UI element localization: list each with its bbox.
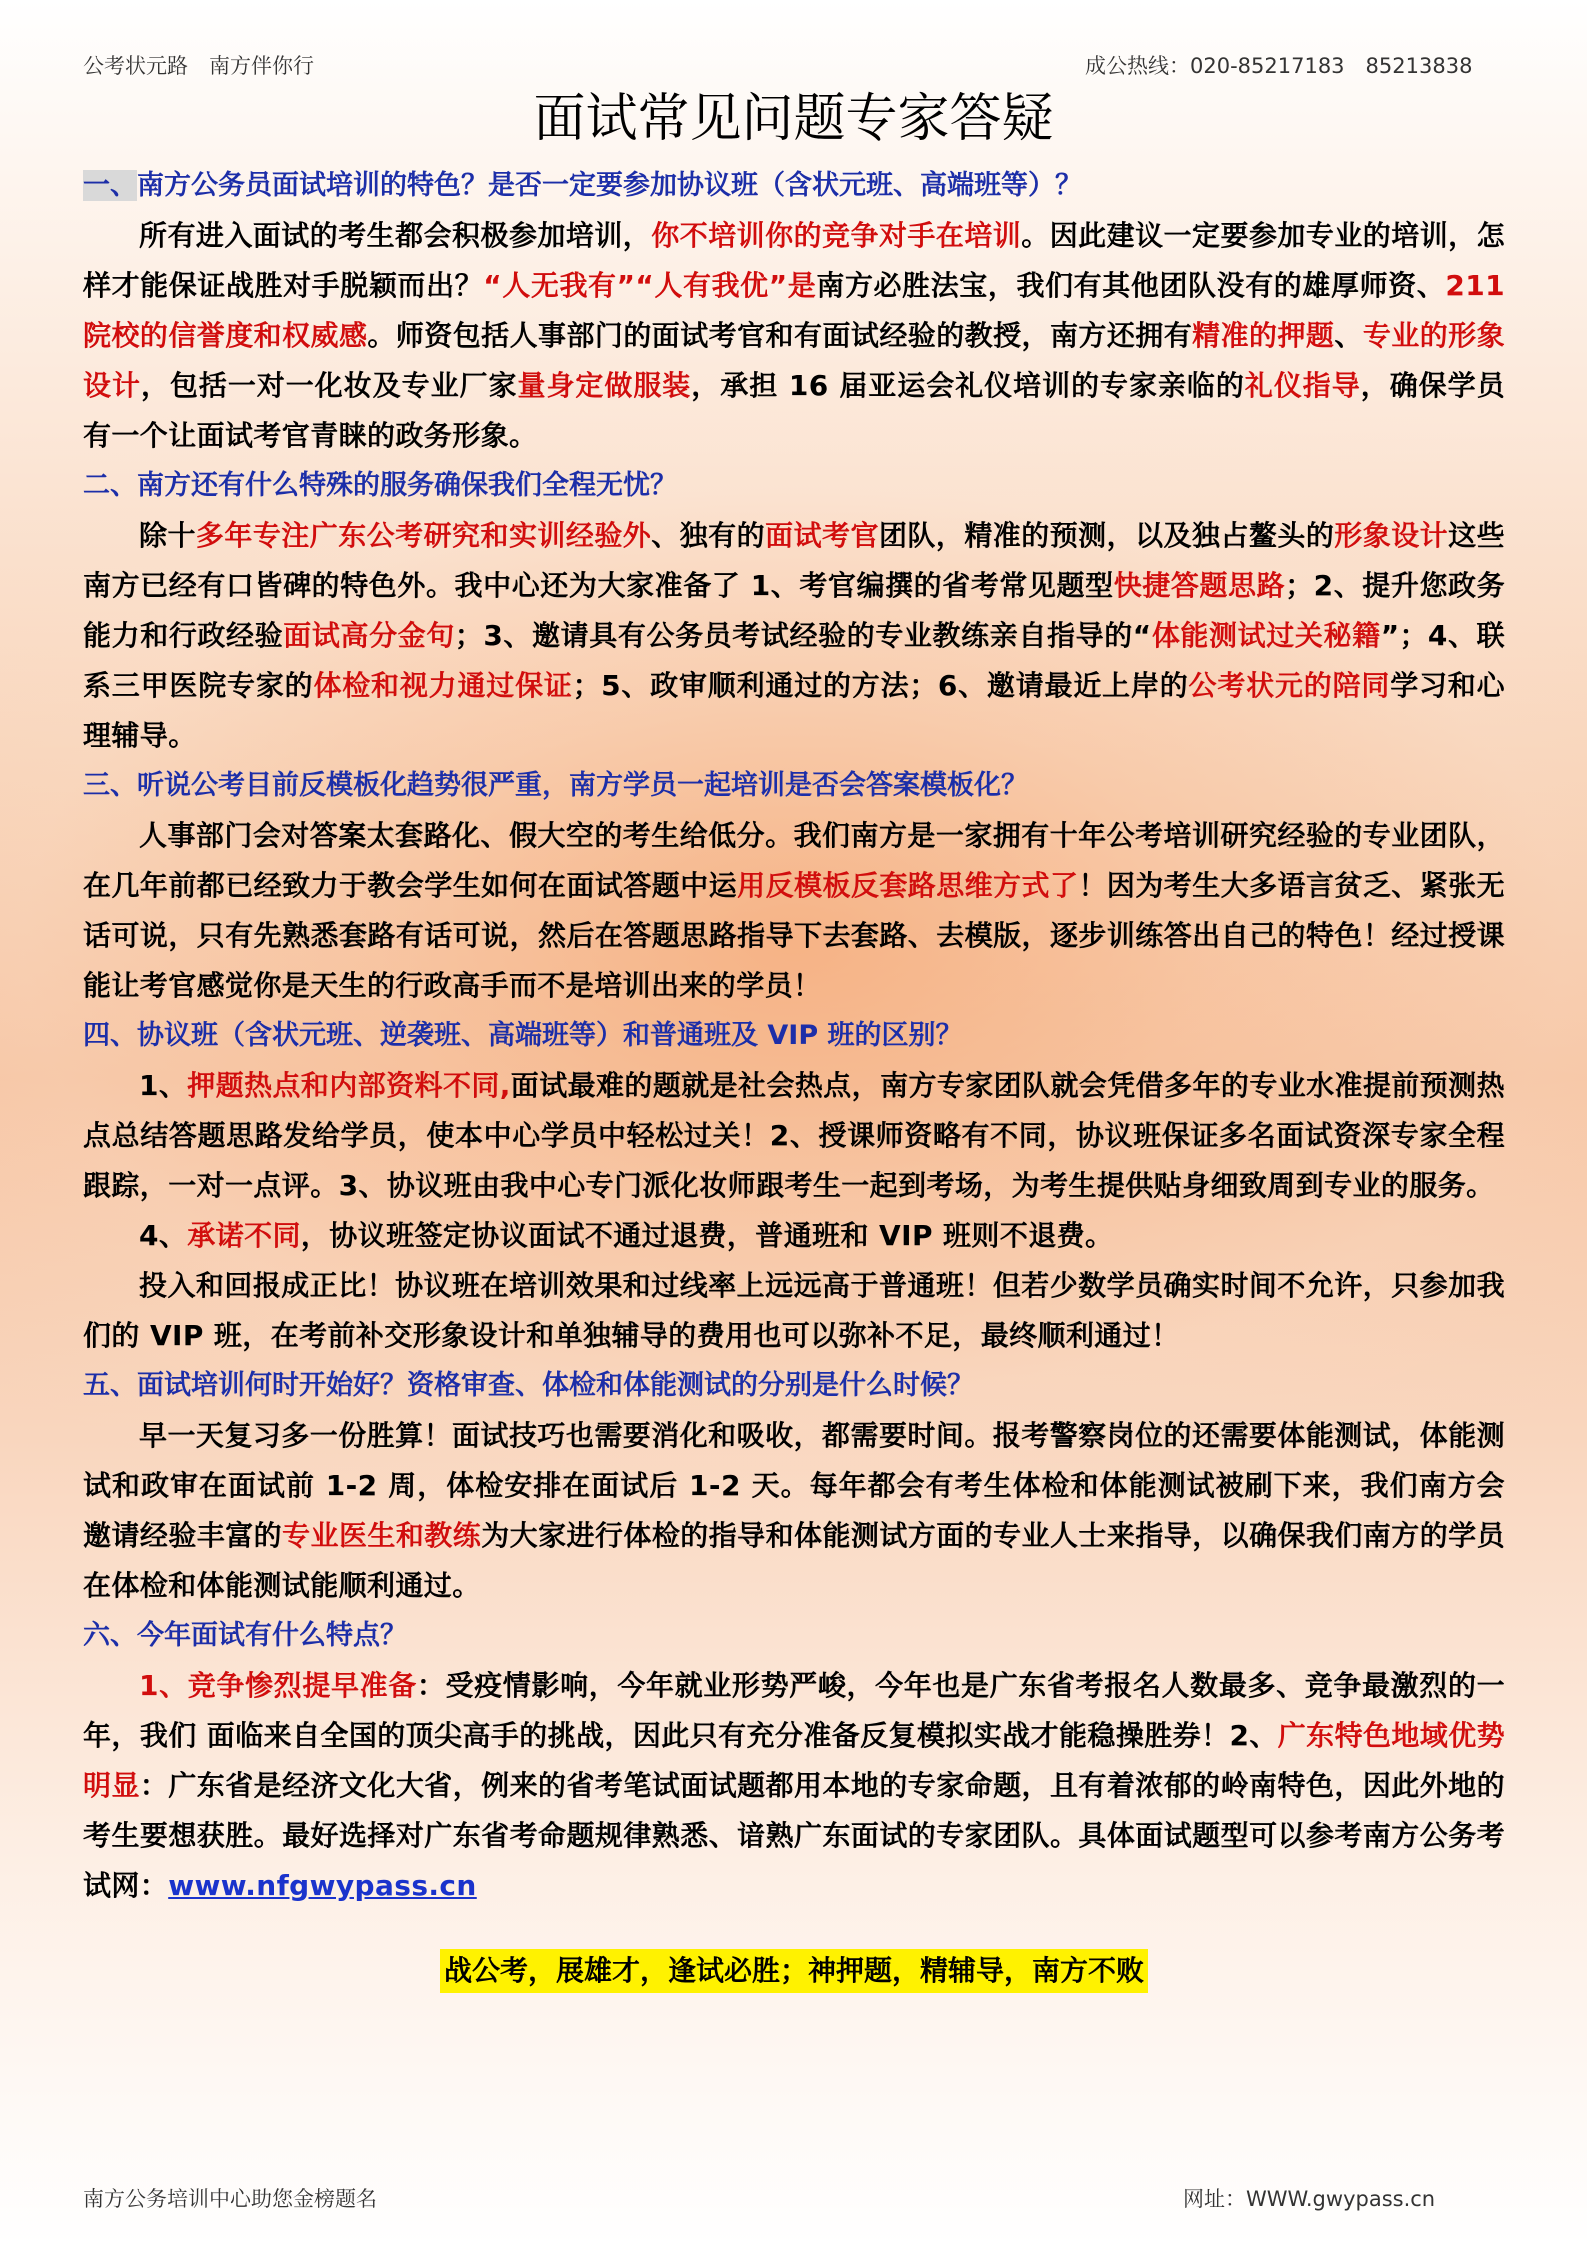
slogan-container [83,1949,1505,1999]
answer-text: 这些南方已经有口皆碑的特色外。我中心还为大家准备了 1、考官编撰的省考常见题型 [83,519,1505,602]
answer-text: ！因为考生大多语言贫乏、紧张无话可说，只有先熟悉套路有话可说，然后在答题思路指导下去套路、去模版，逐步训练答出自己的特色！经过授课能让考官感觉你是天生的行政高手而不是培训出来的学员！ [83,869,1506,1002]
highlight-text: 1、竞争惨烈提早准备 [139,1669,417,1702]
answer-text: 团队，精准的预测，以及独占鳌头的 [878,519,1335,552]
answer-text: 为大家进行体检的指导和体能测试方面的专业人士来指导，以确保我们南方的学员在体检和体能测试能顺利通过。 [83,1519,1505,1602]
answer-text: 学习和心理辅导。 [83,669,1506,752]
answer-paragraph [83,1061,1505,1211]
question-text: 今年面试有什么特点？ [137,1620,407,1651]
question-3 [83,761,1505,811]
highlight-text: 体能测试过关秘籍 [1151,619,1381,652]
answer-text: ；2、提升您政务能力和行政经验 [83,569,1506,652]
faq-section-6 [83,1611,1505,1911]
footer-tagline: 南方公务培训中心助您金榜题名 [83,2187,377,2211]
highlight-text: 承诺不同 [187,1219,301,1252]
answer-text: 除十 [139,519,196,552]
question-5 [83,1361,1505,1411]
answer-text: 。师资包括人事部门的面试考官和有面试经验的教授，南方还拥有 [367,319,1193,352]
answer-text: 早一天复习多一份胜算！面试技巧也需要消化和吸收，都需要时间。报考警察岗位的还需要体能测试，体能测试和政审在面试前 1-2 周，体检安排在面试后 1-2 天。每年都会有考生体检和体能测试被刷下来，我们南方会邀请经验丰富的 [83,1419,1505,1552]
answer-paragraph [83,511,1505,761]
highlight-text: 面试考官 [765,519,879,552]
highlight-text: 公考状元的陪同 [1188,669,1391,702]
answer-paragraph [83,1211,1505,1261]
highlight-text: 211 院校的信誉度和权威感 [83,269,1505,352]
answer-text: 、 [1334,319,1363,352]
answer-paragraph [83,1411,1505,1611]
answer-text: 人事部门会对答案太套路化、假大空的考生给低分。我们南方是一家拥有十年公考培训研究经验的专业团队，在几年前都已经致力于教会学生如何在面试答题中运 [83,819,1505,902]
highlight-text: 专业医生和教练 [282,1519,482,1552]
question-number: 三、 [83,770,137,801]
question-4 [83,1011,1505,1061]
answer-text: ，协议班签定协议面试不通过退费，普通班和 VIP 班则不退费。 [300,1219,1114,1252]
page-title: 面试常见问题专家答疑 [533,89,1054,149]
answer-text: 1、 [139,1069,188,1102]
highlight-text: 押题热点和内部资料不同, [187,1069,511,1102]
answer-text: ：受疫情影响，今年就业形势严峻，今年也是广东省考报名人数最多、竞争最激烈的一年，我们 面临来自全国的顶尖高手的挑战，因此只有充分准备反复模拟实战才能稳操胜券！2、 [83,1669,1505,1752]
highlight-text: 礼仪指导 [1244,369,1361,402]
highlight-text: 专业的形象设计 [83,319,1505,402]
answer-text: ，包括一对一化妆及专业厂家 [140,369,518,402]
question-text: 南方还有什么特殊的服务确保我们全程无忧？ [137,470,677,501]
highlight-text: 面试高分金句 [283,619,455,652]
answer-text: 南方必胜法宝，我们有其他团队没有的雄厚师资、 [816,269,1446,302]
website-link[interactable]: www.nfgwypass.cn [168,1869,477,1902]
answer-text: ；3、邀请具有公务员考试经验的专业教练亲自指导的“ [454,619,1152,652]
faq-section-3 [83,761,1505,1011]
faq-section-5 [83,1361,1505,1611]
answer-text: ，承担 16 届亚运会礼仪培训的专家亲临的 [691,369,1245,402]
highlight-text: 体检和视力通过保证 [313,669,573,702]
question-1 [83,161,1505,211]
answer-paragraph [83,211,1505,461]
question-number: 四、 [83,1020,137,1051]
header-tagline: 公考状元路 南方伴你行 [83,54,314,78]
answer-text: ，确保学员有一个让面试考官青睐的政务形象。 [83,369,1505,452]
answer-text: ；5、政审顺利通过的方法；6、邀请最近上岸的 [572,669,1189,702]
question-text: 南方公务员面试培训的特色？是否一定要参加协议班（含状元班、高端班等）？ [137,170,1082,201]
question-6 [83,1611,1505,1661]
highlight-text: 广东特色地域优势明显 [83,1719,1506,1802]
question-2 [83,461,1505,511]
highlight-text: “人无我有”“人有我优”是 [483,269,817,302]
footer-website: 网址：WWW.gwypass.cn [1183,2187,1436,2211]
faq-section-1 [83,161,1505,461]
question-text: 听说公考目前反模板化趋势很严重，南方学员一起培训是否会答案模板化？ [137,770,1028,801]
answer-paragraph [83,1261,1505,1361]
highlight-text: 你不培训你的竞争对手在培训 [651,219,1022,252]
highlight-text: 多年专注广东公考研究和实训经验外 [195,519,652,552]
highlight-text: 量身定做服装 [517,369,692,402]
answer-paragraph [83,1661,1505,1911]
highlight-text: 快捷答题思路 [1113,569,1286,602]
answer-text: ”；4、联系三甲医院专家的 [83,619,1505,702]
faq-section-4 [83,1011,1505,1361]
faq-section-2 [83,461,1505,761]
answer-text: 投入和回报成正比！协议班在培训效果和过线率上远远高于普通班！但若少数学员确实时间不允许，只参加我们的 VIP 班，在考前补交形象设计和单独辅导的费用也可以弥补不足，最终顺利通过！ [83,1269,1505,1352]
highlight-text: 精准的押题 [1192,319,1335,352]
answer-paragraph [83,811,1505,1011]
highlight-text: 形象设计 [1334,519,1449,552]
answer-text: 面试最难的题就是社会热点，南方专家团队就会凭借多年的专业水准提前预测热点总结答题思路发给学员，使本中心学员中轻松过关！2、授课师资略有不同，协议班保证多名面试资深专家全程跟踪，一对一点评。3、协议班由我中心专门派化妆师跟考生一起到考场，为考生提供贴身细致周到专业的服务。 [83,1069,1505,1202]
question-number: 五、 [83,1370,137,1401]
question-number: 六、 [83,1620,137,1651]
question-text: 面试培训何时开始好？资格审查、体检和体能测试的分别是什么时候？ [137,1370,974,1401]
answer-text: 、独有的 [651,519,766,552]
faq-content [83,161,1505,1999]
slogan-banner: 战公考，展雄才，逢试必胜；神押题，精辅导，南方不败 [440,1949,1148,1993]
answer-text: 。因此建议一定要参加专业的培训，怎样才能保证战胜对手脱颖而出？ [83,219,1506,302]
highlight-text: 用反模板反套路思维方式了 [737,869,1079,902]
answer-text: 所有进入面试的考生都会积极参加培训， [139,219,652,252]
question-number: 二、 [83,470,137,501]
answer-text: 4、 [139,1219,188,1252]
answer-text: ：广东省是经济文化大省，例来的省考笔试面试题都用本地的专家命题，且有着浓郁的岭南特色，因此外地的考生要想获胜。最好选择对广东省考命题规律熟悉、谙熟广东面试的专家团队。具体面试题型可以参考南方公务考试网： [83,1769,1505,1902]
question-number: 一、 [83,170,137,201]
header-hotline: 成公热线：020-85217183 85213838 [1085,54,1473,78]
question-text: 协议班（含状元班、逆袭班、高端班等）和普通班及 VIP 班的区别？ [137,1020,963,1051]
